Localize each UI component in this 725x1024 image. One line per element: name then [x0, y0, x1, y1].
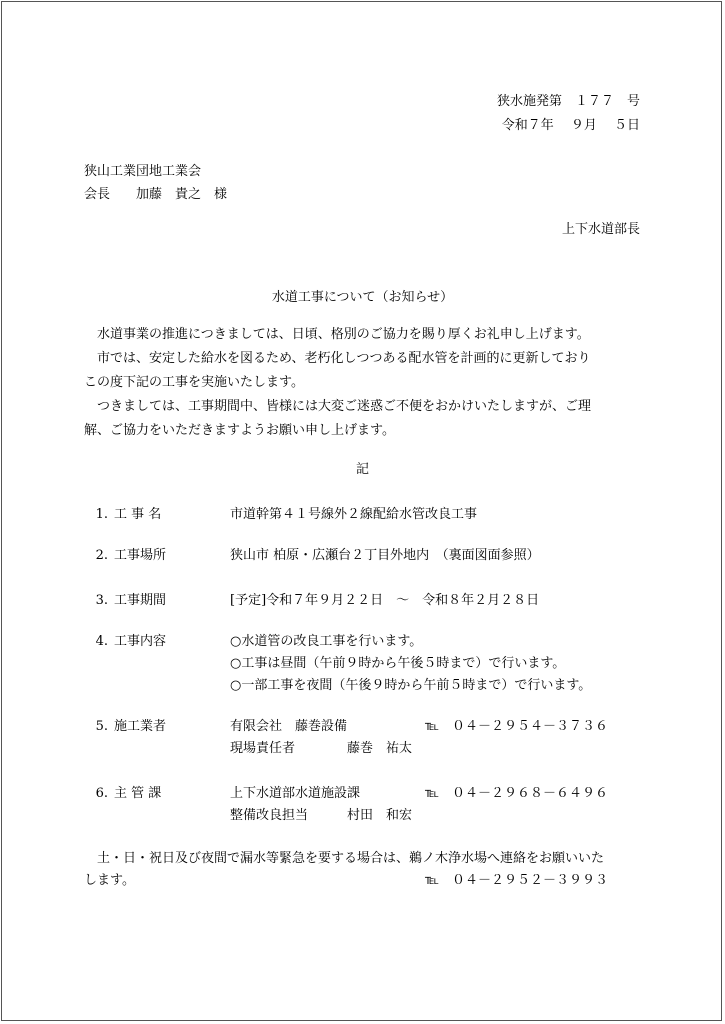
item-number: 4. — [95, 634, 108, 649]
emergency-phone: ℡ ０４－２９５２－３９９３ — [425, 873, 608, 888]
footer-notice: 土・日・祝日及び夜間で漏水等緊急を要する場合は、鵜ノ木浄水場へ連絡をお願いいた — [97, 851, 605, 866]
paragraph-line: 水道事業の推進につきましては、日頃、格別のご協力を賜り厚くお礼申し上げます。 — [97, 327, 590, 342]
ki-heading: 記 — [355, 462, 369, 477]
sender: 上下水道部長 — [561, 222, 640, 237]
item-value: [予定]令和７年９月２２日 ～ 令和８年２月２８日 — [230, 593, 540, 608]
document-number: 狭水施発第 １７７ 号 — [496, 94, 640, 109]
footer-notice-cont: します。 — [84, 873, 135, 888]
item-value: ○一部工事を夜間（午後９時から午前５時まで）で行います。 — [230, 678, 592, 693]
item-value: 整備改良担当 村田 和宏 — [230, 808, 413, 823]
item-number: 5. — [95, 719, 108, 734]
paragraph-line: この度下記の工事を実施いたします。 — [84, 375, 304, 390]
body-paragraphs — [84, 323, 644, 443]
item-value: 有限会社 藤巻設備 — [230, 719, 348, 734]
department-phone: ℡ ０４－２９６８－６４９６ — [425, 786, 608, 801]
document-title: 水道工事について（お知らせ） — [271, 290, 454, 305]
item-value: ○工事は昼間（午前９時から午後５時まで）で行います。 — [230, 656, 566, 671]
paragraph-line: つきましては、工事期間中、皆様には大変ご迷惑ご不便をおかけいたしますが、ご理 — [97, 399, 592, 414]
paragraph-line: 解、ご協力をいただきますようお願い申し上げます。 — [84, 423, 395, 438]
item-number: 2. — [95, 548, 108, 563]
item-value: 狭山市 柏原・広瀬台２丁目外地内 （裏面図面参照） — [230, 548, 540, 563]
item-value: 市道幹第４１号線外２線配給水管改良工事 — [230, 507, 478, 522]
item-label: 施工業者 — [114, 719, 167, 734]
item-label: 工事内容 — [114, 634, 167, 649]
document-date: 令和７年 ９月 ５日 — [501, 118, 640, 133]
item-label: 工 事 名 — [114, 507, 162, 522]
contractor-phone: ℡ ０４－２９５４－３７３６ — [425, 719, 608, 734]
recipient-name: 会長 加藤 貴之 様 — [84, 187, 228, 202]
item-number: 3. — [95, 593, 108, 608]
item-label: 工事場所 — [114, 548, 167, 563]
item-label: 工事期間 — [114, 593, 167, 608]
paragraph-line: 市では、安定した給水を図るため、老朽化しつつある配水管を計画的に更新しており — [97, 351, 591, 366]
item-value: ○水道管の改良工事を行います。 — [230, 634, 423, 649]
item-value: 上下水道部水道施設課 — [230, 786, 361, 801]
item-number: 1. — [95, 507, 108, 522]
item-label: 主 管 課 — [114, 786, 162, 801]
recipient-org: 狭山工業団地工業会 — [84, 164, 202, 179]
item-value: 現場責任者 藤巻 祐太 — [230, 741, 413, 756]
item-number: 6. — [95, 786, 108, 801]
